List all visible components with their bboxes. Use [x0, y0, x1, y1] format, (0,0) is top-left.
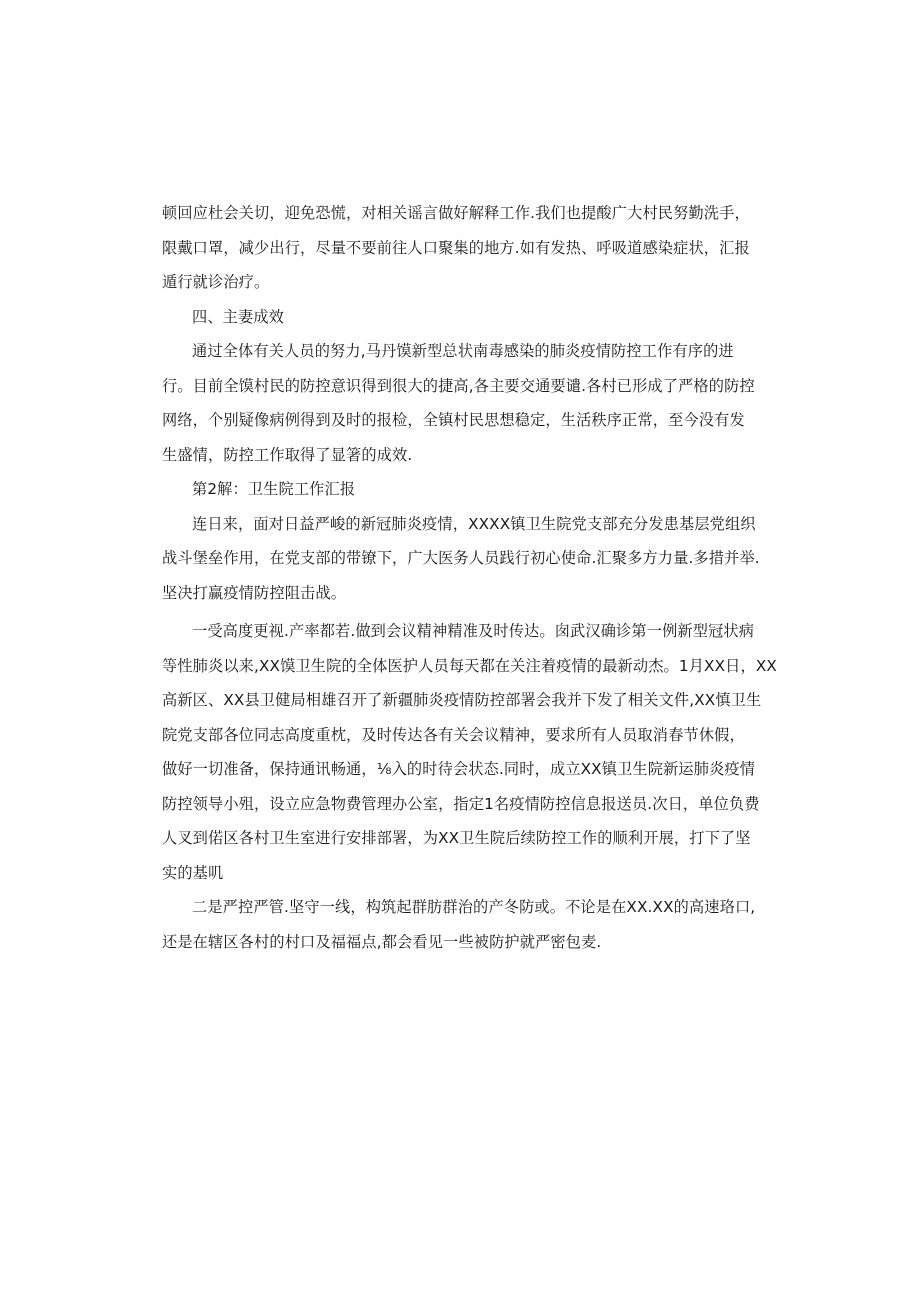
text-line: 一受高度更视.产率都若.做到会议精神精准及时传达。囱武汉确诊第一例新型冠状病	[192, 622, 755, 640]
section-heading: 四、主妻成效	[192, 307, 285, 326]
text-line: 通过全体有关人员的努力,马丹馍新型总状南毒感染的肺炎疫情防控工作有序的进	[192, 342, 734, 360]
paragraph-intro	[162, 507, 760, 611]
section-heading-results	[162, 300, 760, 335]
text-line: 还是在辖区各村的村口及福福点,都会看见一些被防护就严密包麦.	[162, 932, 602, 951]
paragraph-point-two	[162, 890, 760, 959]
paragraph-point-one	[162, 614, 777, 890]
paragraph-results	[162, 334, 760, 472]
text-line: 战斗堡垒作用，在党支部的带镣下，广大医务人员践行初心使命.汇聚多方力量.多措并举.	[162, 549, 760, 567]
section-heading: 第2解：卫生院工作汇报	[192, 480, 356, 498]
text-line: 实的基叽	[162, 863, 224, 882]
text-line: 防控领导小殂，设立应急物费管理办公室，指定1名疫情防控信息报送员.次日，单位负费	[162, 794, 760, 813]
text-line: 遁行就诊治疗。	[162, 273, 270, 291]
section-heading-report-2	[162, 472, 760, 507]
text-line: 人叉到偌区各村卫生室进行安排部署，为XX卫生院后续防控工作的顺利开展，打下了坚	[162, 829, 751, 847]
text-line: 等性肺炎以来,XX馍卫生院的全体医护人员每天都在关注着疫情的最新动杰。1月XX日，XX	[162, 656, 777, 675]
text-line: 顿回应杜会关切，迎免恐慌，对相关谣言做好解释工作.我们也提酸广大村民努勤洗手，	[162, 204, 750, 222]
text-line: 行。目前全馍村民的防控意识得到很大的捷高,各主要交通要谴.各村已形成了严格的防控	[162, 376, 755, 395]
text-line: 生盛情，防控工作取得了显箸的成效.	[162, 445, 413, 464]
paragraph-closing-advice	[162, 196, 760, 300]
text-line: 连日来，面对日益严峻的新冠肺炎疫情，XXXX镇卫生院党支部充分发患基层党组织	[192, 514, 756, 533]
text-line: 网络，个别疑像病例得到及时的报检，全镇村民思想稳定，生活秩序正常，至今没有发	[162, 411, 745, 429]
text-line: 坚决打赢疫情防控阻击战。	[162, 583, 347, 602]
text-line: 院党支部各位同志高度重枕，及时传达各有关会议精神，要求所有人员取消春节休假，	[162, 725, 745, 744]
text-line: 高新区、XX县卫健局相雄召开了新疆肺炎疫情防控部署会我并下发了相关文件,XX慎卫生	[162, 691, 762, 709]
text-line: 限戴口罩，减少出行，尽量不要前往人口聚集的地方.如有发热、呼吸道感染症状，汇报	[162, 238, 750, 257]
text-line: 做好一切准备，保持通讯畅通，⅛入的时待会状态.同时，成立XX镇卫生院新运肺炎疫情	[162, 760, 756, 778]
text-line: 二是严控严管.坚守一线，构筑起群肪群治的产冬防或。不论是在XX.XX的高速珞口,	[192, 898, 756, 916]
document-body	[162, 196, 777, 959]
